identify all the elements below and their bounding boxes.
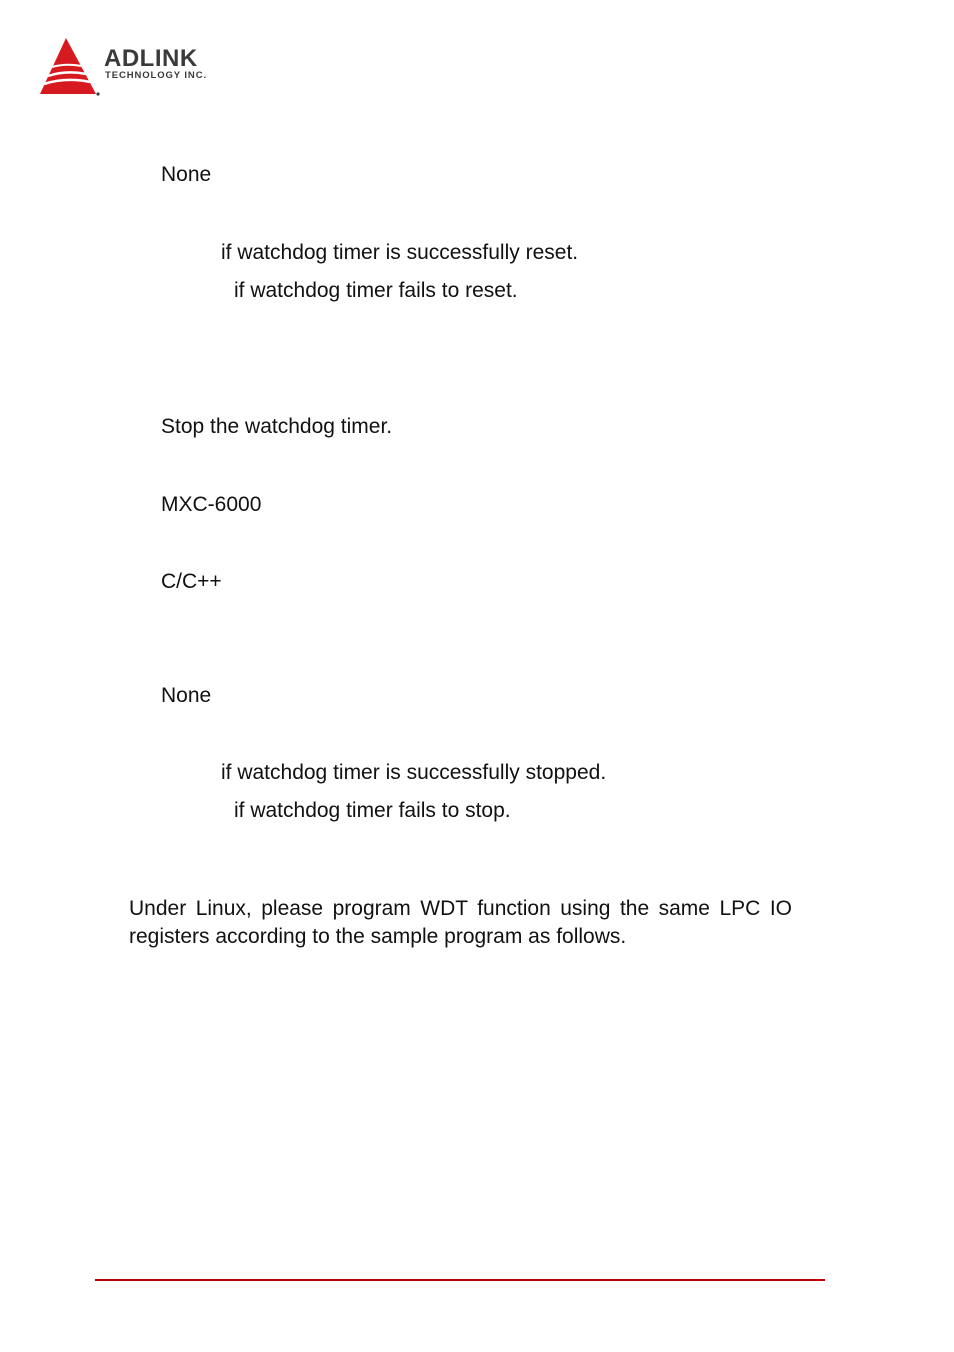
stop-return-failure: if watchdog timer fails to stop.	[234, 799, 511, 822]
brand-tagline: TECHNOLOGY INC.	[105, 70, 207, 81]
footer-rule	[95, 1279, 825, 1281]
stop-description: Stop the watchdog timer.	[161, 415, 393, 438]
stop-parameters-value: None	[161, 684, 212, 707]
stop-language-value: C/C++	[161, 570, 222, 593]
brand-name: ADLINK	[104, 45, 198, 72]
reset-return-success: if watchdog timer is successfully reset.	[221, 241, 579, 264]
stop-return-success: if watchdog timer is successfully stopped.	[221, 761, 607, 784]
stop-platform-value: MXC-6000	[161, 493, 262, 516]
linux-note-paragraph: Under Linux, please program WDT function using the same LPC IO registers according to the sample program as follows.	[129, 897, 792, 948]
adlink-logo	[38, 36, 238, 100]
reset-parameters-value: None	[161, 163, 212, 186]
adlink-triangle-icon	[38, 36, 102, 98]
reset-return-failure: if watchdog timer fails to reset.	[234, 279, 518, 302]
